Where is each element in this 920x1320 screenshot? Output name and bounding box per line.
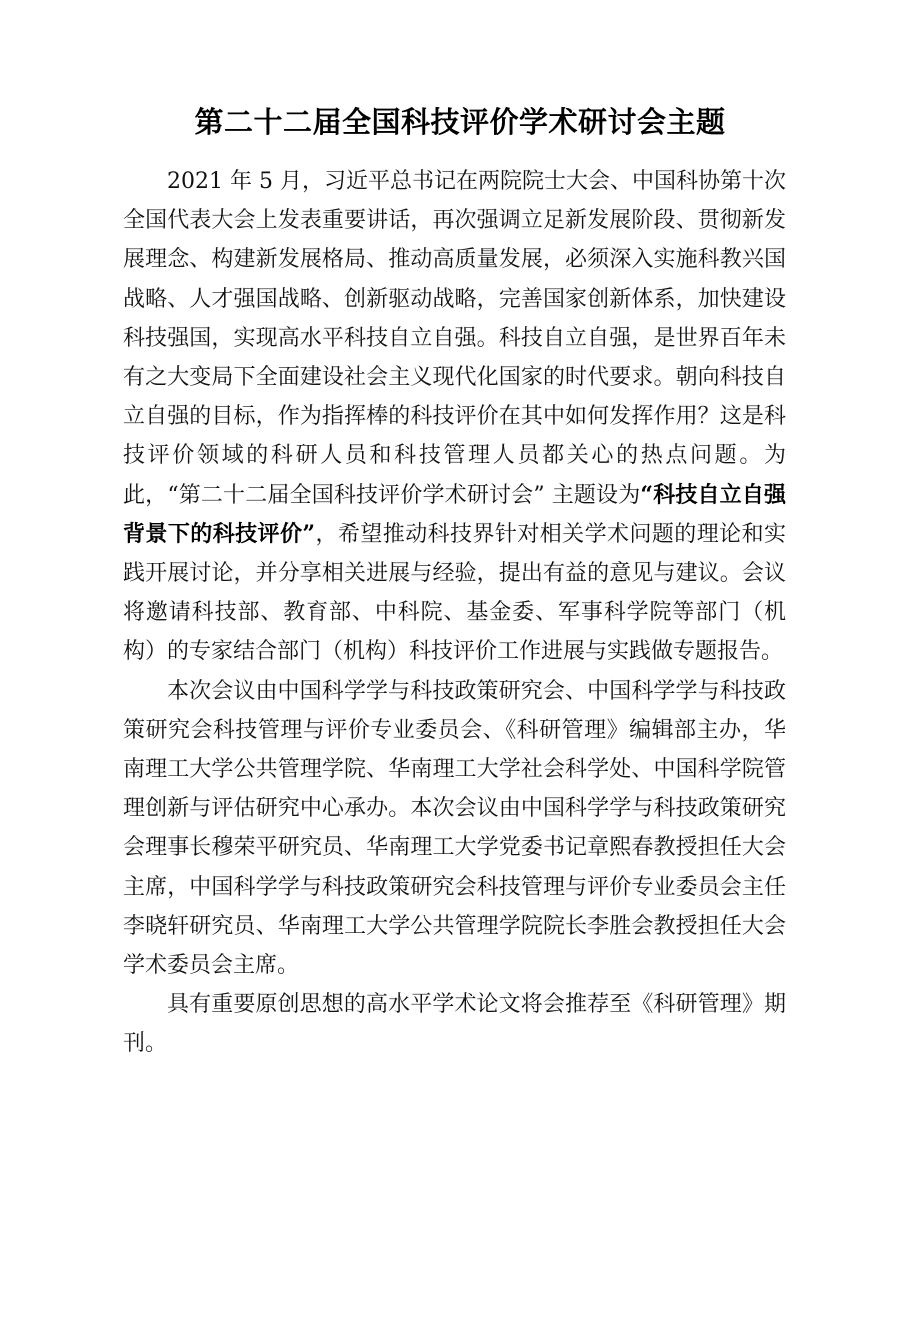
paragraph-organizers: 本次会议由中国科学学与科技政策研究会、中国科学学与科技政策研究会科技管理与评价专业委员会、《科研管理》编辑部主办，华南理工大学公共管理学院、华南理工大学社会科学处、中国科学院管理创新与评估研究中心承办。本次会议由中国科学学与科技政策研究会理事长穆荣平研究员、华南理工大学党委书记章熙春教授担任大会主席，中国科学学与科技政策研究会科技管理与评价专业委员会主任李晓轩研究员、华南理工大学公共管理学院院长李胜会教授担任大会学术委员会主席。 — [123, 678, 786, 979]
document-title: 第二十二届全国科技评价学术研讨会主题 — [194, 105, 726, 139]
paragraph-background-text-b: ，希望推动科技界针对相关学术问题的理论和实践开展讨论，并分享相关进展与经验，提出有益的意见与建议。会议将邀请科技部、教育部、中科院、基金委、军事科学院等部门（机构）的专家结合部门（机构）科技评价工作进展与实践做专题报告。 — [123, 521, 786, 665]
paragraph-journal: 具有重要原创思想的高水平学术论文将会推荐至《科研管理》期刊。 — [123, 992, 786, 1057]
document-body — [123, 162, 786, 1064]
paragraph-background-text-a: 2021 年 5 月，习近平总书记在两院院士大会、中国科协第十次全国代表大会上发表重要讲话，再次强调立足新发展阶段、贯彻新发展理念、构建新发展格局、推动高质量发展，必须深入实施科教兴国战略、人才强国战略、创新驱动战略，完善国家创新体系，加快建设科技强国，实现高水平科技自立自强。科技自立自强，是世界百年未有之大变局下全面建设社会主义现代化国家的时代要求。朝向科技自立自强的目标，作为指挥棒的科技评价在其中如何发挥作用？这是科技评价领域的科研人员和科技管理人员都关心的热点问题。为此，“第二十二届全国科技评价学术研讨会” 主题设为 — [123, 169, 786, 508]
conference-theme: “科技自立自强背景下的科技评价” — [123, 481, 786, 547]
paragraph-background — [123, 162, 786, 672]
